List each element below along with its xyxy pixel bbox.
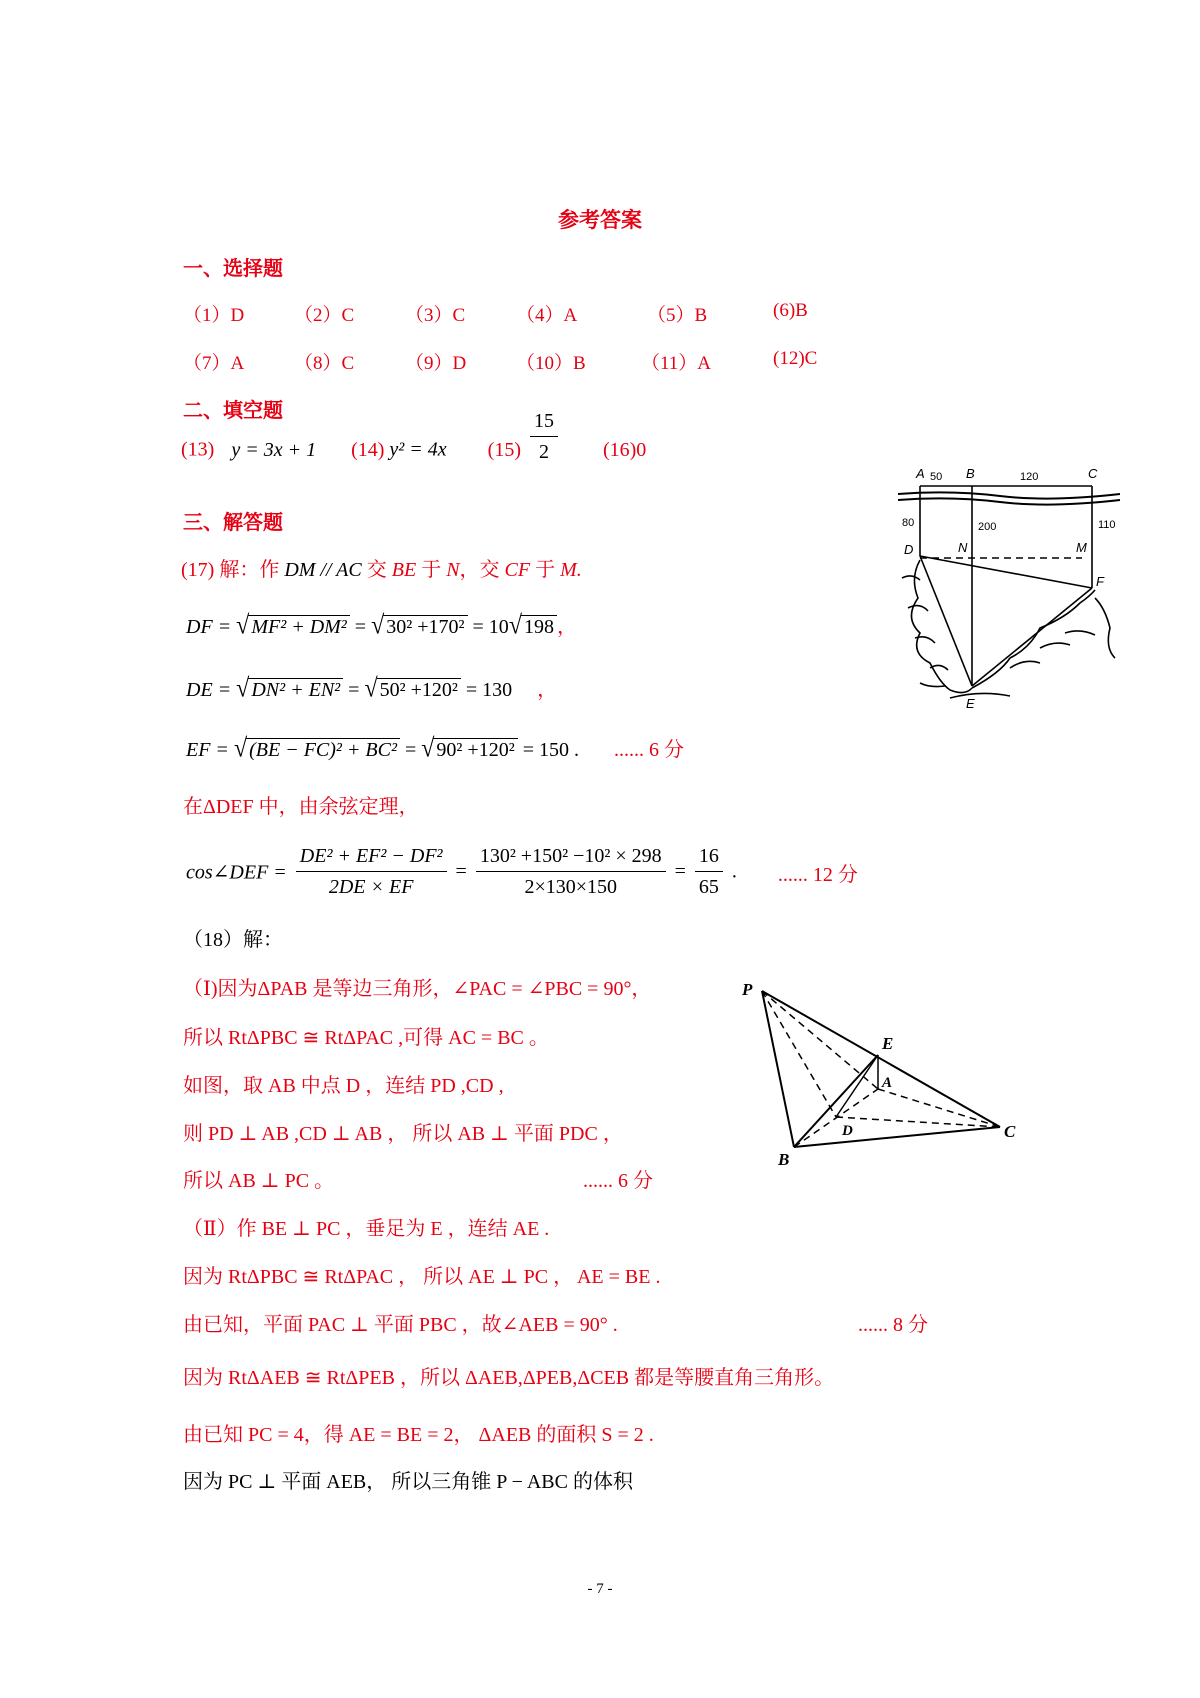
label-N: N: [958, 540, 968, 555]
eq-sign: =: [404, 739, 417, 761]
q18-line-2: 所以 RtΔPBC ≅ RtΔPAC ,可得 AC = BC 。: [183, 1027, 549, 1049]
label-M: M: [1076, 540, 1087, 555]
answer-2: （2）C: [294, 305, 355, 326]
eq-result: = 150 .: [522, 739, 579, 761]
score-marker: ...... 6 分: [613, 739, 684, 761]
q17-de-equation: DE = √ DN² + EN² = √ 50² +120² = 130 ，: [186, 674, 558, 704]
label-80: 80: [902, 517, 915, 529]
label-F: F: [1096, 574, 1104, 589]
eq-lhs: EF =: [186, 739, 229, 761]
eq-lhs: DF =: [186, 616, 232, 638]
q14-answer: y² = 4x: [389, 438, 447, 461]
q13-label: (13): [181, 438, 215, 461]
q18-line-4: 则 PD ⊥ AB ,CD ⊥ AB ， 所以 AB ⊥ 平面 PDC ，: [183, 1123, 623, 1145]
eq-sign: =: [348, 679, 360, 701]
label-A: A: [916, 466, 925, 481]
q17-label: (17) 解：作: [181, 559, 280, 581]
answer-10: （10）B: [516, 353, 586, 374]
q17-text: 交: [366, 559, 387, 581]
label-D: D: [904, 542, 914, 557]
cos-fraction-2: [476, 845, 666, 899]
cos-fraction-3: [695, 845, 723, 899]
valley-diagram: [890, 458, 1130, 720]
label-E: E: [966, 696, 975, 711]
answer-4: （4）A: [516, 305, 578, 326]
label-B: B: [966, 466, 975, 481]
q18-line-10: 由已知 PC = 4，得 AE = BE = 2， ΔAEB 的面积 S = 2 .: [183, 1424, 654, 1446]
eq-sign: =: [354, 616, 367, 638]
q17-text: ，交: [459, 559, 500, 581]
q18-score-6: ...... 6 分: [583, 1170, 653, 1192]
eq-tail: ，: [556, 616, 577, 638]
radicand: MF² + DM²: [248, 615, 349, 639]
eq-sign: =: [455, 860, 467, 883]
label-C: C: [1088, 466, 1098, 481]
q18-line-3: 如图，取 AB 中点 D ，连结 PD ,CD ,: [183, 1075, 504, 1097]
q17-intro: [181, 553, 582, 582]
q17-text: 于: [421, 559, 442, 581]
label-C: C: [1004, 1122, 1016, 1141]
q18-line-8: 由已知，平面 PAC ⊥ 平面 PBC ，故∠AEB = 90° .: [183, 1314, 618, 1336]
q13-answer: y = 3x + 1: [231, 438, 317, 461]
q17-math-cf: CF: [504, 559, 531, 581]
q15-label: (15): [487, 438, 521, 461]
denominator: 2×130×150: [524, 876, 617, 898]
q17-math-n: N: [446, 559, 460, 581]
page-title: 参考答案: [558, 208, 642, 232]
eq-tail: ，: [537, 679, 558, 701]
section-fill-heading: 二、填空题: [183, 400, 283, 422]
q18-score-8: ...... 8 分: [858, 1314, 928, 1336]
label-110: 110: [1098, 519, 1116, 531]
section-choice-heading: 一、选择题: [183, 258, 283, 280]
q18-line-1: （Ⅰ)因为ΔPAB 是等边三角形，∠PAC = ∠PBC = 90°，: [183, 978, 652, 1000]
q15-denominator: 2: [538, 441, 549, 463]
cos-fraction-1: [296, 845, 447, 899]
q15-fraction: [530, 410, 558, 464]
answer-7: （7）A: [183, 353, 245, 374]
eq-lhs: cos∠DEF =: [186, 861, 287, 884]
answer-11: （11）A: [641, 353, 712, 374]
answer-9: （9）D: [405, 353, 467, 374]
label-120: 120: [1020, 471, 1039, 483]
answer-12: (12)C: [773, 348, 818, 369]
label-E: E: [882, 1034, 894, 1053]
q16-answer: (16)0: [602, 438, 647, 461]
answer-8: （8）C: [294, 353, 355, 374]
q17-df-equation: DF = √ MF² + DM² = √ 30² +170² = 10√ 198 ，: [186, 611, 577, 641]
q17-cosine-intro: 在ΔDEF 中，由余弦定理，: [183, 796, 419, 818]
section-solve-heading: 三、解答题: [183, 512, 283, 534]
q17-math-dm-ac: DM // AC: [284, 559, 362, 581]
label-D: D: [842, 1123, 853, 1139]
eq-tail: .: [731, 860, 737, 883]
eq-lhs: DE =: [186, 679, 232, 701]
label-200: 200: [978, 521, 997, 533]
q18-line-7: 因为 RtΔPBC ≅ RtΔPAC ， 所以 AE ⊥ PC ， AE = BE .: [183, 1266, 661, 1288]
radicand: (BE − FC)² + BC²: [246, 738, 400, 762]
q17-math-m: M.: [560, 559, 582, 581]
radicand: 90² +120²: [433, 738, 517, 762]
eq-sign: =: [674, 860, 686, 883]
label-B: B: [778, 1150, 790, 1169]
numerator: 130² +150² −10² × 298: [476, 845, 666, 872]
q18-line-11: 因为 PC ⊥ 平面 AEB， 所以三角锥 P − ABC 的体积: [183, 1471, 633, 1493]
q17-cosine-equation: [186, 845, 858, 899]
answer-1: （1）D: [183, 305, 245, 326]
q18-line-5: 所以 AB ⊥ PC 。: [183, 1170, 335, 1192]
q18-line-6: （Ⅱ）作 BE ⊥ PC ，垂足为 E ，连结 AE .: [183, 1218, 550, 1240]
q14-label: (14): [351, 438, 385, 461]
answer-5: （5）B: [647, 305, 708, 326]
q17-math-be: BE: [391, 559, 417, 581]
eq-result: = 10: [472, 616, 509, 638]
eq-result: = 130: [465, 679, 513, 701]
label-P: P: [742, 980, 753, 999]
q17-ef-equation: EF = √ (BE − FC)² + BC² = √ 90² +120² = 150 . ...... 6 分: [186, 734, 684, 764]
label-50: 50: [930, 471, 943, 483]
denominator: 65: [698, 876, 719, 898]
q17-text: 于: [535, 559, 556, 581]
numerator: 16: [695, 845, 723, 872]
denominator: 2DE × EF: [328, 876, 414, 898]
score-marker: ...... 12 分: [777, 863, 858, 886]
tetrahedron-diagram: [738, 975, 1028, 1175]
q18-line-9: 因为 RtΔAEB ≅ RtΔPEB ，所以 ΔAEB,ΔPEB,ΔCEB 都是等腰直角三角形。: [183, 1367, 835, 1389]
page-number: - 7 -: [587, 1581, 613, 1597]
answer-3: （3）C: [405, 305, 466, 326]
numerator: DE² + EF² − DF²: [296, 845, 447, 872]
radicand: 30² +170²: [383, 615, 467, 639]
radicand: DN² + EN²: [248, 678, 343, 702]
radicand: 50² +120²: [377, 678, 461, 702]
label-A: A: [882, 1075, 893, 1091]
q18-label: （18）解：: [183, 929, 283, 951]
radicand: 198: [521, 615, 557, 639]
q15-numerator: 15: [530, 410, 558, 437]
answer-6: (6)B: [773, 300, 808, 321]
